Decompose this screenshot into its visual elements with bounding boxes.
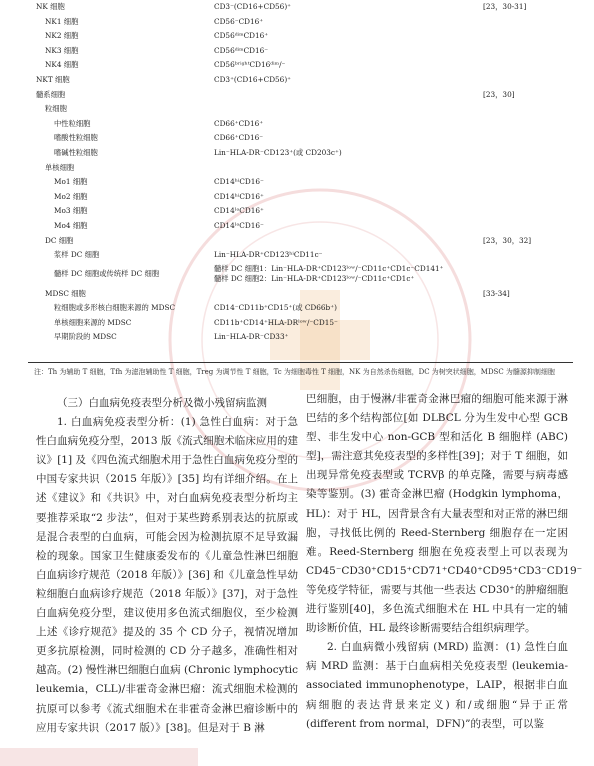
cell-marker — [214, 146, 342, 161]
cell-type: 中性粒细胞 — [54, 118, 91, 128]
marker-text: CD14ˡᵒCD16⁻ — [214, 220, 264, 230]
table-row — [28, 248, 573, 263]
table-row — [28, 234, 573, 249]
section-heading: （三）白血病免疫表型分析及微小残留病监测 — [57, 397, 267, 409]
left-column — [36, 394, 298, 738]
cell-marker — [214, 330, 288, 345]
table-row — [28, 301, 573, 316]
cell-type: NK1 细胞 — [45, 16, 79, 26]
cell-type: 早期阶段的 MDSC — [54, 332, 117, 342]
table-row — [28, 161, 573, 176]
table-row — [28, 117, 573, 132]
cell-marker — [214, 58, 285, 73]
marker-text: CD56ᵈⁱᵐCD16⁻ — [214, 45, 269, 55]
table-row — [28, 88, 573, 103]
table-row — [28, 102, 573, 117]
marker-text: CD56ᵇʳⁱᵍʰᵗCD16ᵈⁱᵐ/⁻ — [214, 60, 286, 70]
cell-type: DC 细胞 — [45, 235, 74, 245]
cell-type: NK4 细胞 — [45, 60, 79, 70]
marker-text: Lin⁻HLA-DR⁻CD123⁺(或 CD203c⁺) — [214, 147, 342, 157]
cell-marker — [214, 204, 264, 219]
immunophenotype-table — [28, 0, 573, 345]
marker-text: Lin⁻HLA-DR⁻CD33⁺ — [214, 332, 289, 342]
table-row — [28, 131, 573, 146]
cell-marker — [214, 29, 268, 44]
publisher-footer-mark — [0, 748, 198, 766]
table-row — [28, 219, 573, 234]
cell-type: 粒细胞或多形核白细胞来源的 MDSC — [54, 303, 176, 313]
marker-text: Lin⁻HLA-DR⁺CD123ʰⁱCD11c⁻ — [214, 250, 323, 260]
marker-text: CD14ʰⁱCD16⁻ — [214, 177, 264, 187]
cell-marker — [214, 73, 291, 88]
cell-marker — [214, 219, 264, 234]
table-row — [28, 44, 573, 59]
cell-type: 髓样 DC 细胞或传统样 DC 细胞 — [54, 268, 160, 278]
marker-text: CD3⁻(CD16+CD56)⁺ — [214, 2, 292, 11]
cell-type: NK2 细胞 — [45, 31, 79, 41]
marker-text: CD56ᵈⁱᵐCD16⁺ — [214, 31, 269, 41]
cell-type: 单核细胞来源的 MDSC — [54, 317, 132, 327]
table-bottom-rule — [28, 362, 573, 363]
marker-text: 髓样 DC 细胞2：Lin⁻HLA-DR⁺CD123ˡᵒʷ/⁻CD11c⁺CD1c⁺ — [214, 274, 415, 284]
cell-marker — [214, 264, 443, 285]
marker-text: 髓样 DC 细胞1：Lin⁻HLA-DR⁺CD123ˡᵒʷ/⁻CD11c⁺CD1c⁻CD141⁺ — [214, 263, 444, 273]
table-row — [28, 0, 573, 15]
marker-text: CD11b⁺CD14⁺HLA-DRˡᵒʷ/⁻CD15⁻ — [214, 317, 338, 327]
cell-marker — [214, 0, 291, 15]
cell-type: 浆样 DC 细胞 — [54, 250, 100, 260]
table-row — [28, 330, 573, 345]
cell-type: NKT 细胞 — [36, 74, 70, 84]
cell-type: MDSC 细胞 — [45, 288, 86, 298]
table-row — [28, 29, 573, 44]
table-row — [28, 15, 573, 30]
cell-marker — [214, 175, 264, 190]
table-row — [28, 146, 573, 161]
cell-type: 髓系细胞 — [36, 89, 66, 99]
table-row — [28, 175, 573, 190]
cell-reference: [23，30-31] — [483, 2, 527, 11]
cell-marker — [214, 131, 263, 146]
marker-text: CD14ʰⁱCD16⁺ — [214, 191, 264, 201]
cell-marker — [214, 44, 268, 59]
cell-marker — [214, 190, 264, 205]
cell-type: NK3 细胞 — [45, 45, 79, 55]
marker-text: CD66⁺CD16⁻ — [214, 133, 264, 143]
body-paragraph: 2. 白血病微小残留病 (MRD) 监测：(1) 急性白血病 MRD 监测：基于白血病相关免疫表型 (leukemia-associated immunophenotype，LAIP，根据非白血病细胞的表达背景来定义) 和/或细胞“异于正常 (different from normal，DFN)”的表型，可以鉴 — [306, 641, 568, 730]
cell-type: NK 细胞 — [36, 2, 65, 11]
cell-reference: [23，30] — [483, 89, 515, 99]
cell-reference: [23，30，32] — [483, 235, 532, 245]
table-row — [28, 316, 573, 331]
marker-text: CD3⁺(CD16+CD56)⁺ — [214, 74, 292, 84]
cell-type: Mo3 细胞 — [54, 206, 88, 216]
cell-type: 嗜酸性粒细胞 — [54, 133, 98, 143]
cell-type: Mo2 细胞 — [54, 191, 88, 201]
cell-marker — [214, 15, 263, 30]
table-row — [28, 263, 573, 287]
marker-text: CD56⁻CD16⁺ — [214, 16, 264, 26]
table-row — [28, 73, 573, 88]
marker-text: CD14⁻CD11b⁺CD15⁺(或 CD66b⁺) — [214, 303, 337, 313]
table-row — [28, 58, 573, 73]
cell-type: 嗜碱性粒细胞 — [54, 147, 98, 157]
right-column — [306, 390, 583, 734]
body-paragraph: 巴细胞，由于慢淋/非霍奇金淋巴瘤的细胞可能来源于淋巴结的多个结构部位[如 DLBCL 分为生发中心型 GCB 型、非生发中心 non-GCB 型和活化 B 细胞样 (ABC) 型]，需注意其免疫表型的多样性[39]；对于 T 细胞，如出现异常免疫表型或 TCRVβ 的单克隆，需要与病毒感染等鉴别。(3) 霍奇金淋巴瘤 (Hodgkin lymphoma，HL)：对于 HL，因背景含有大量表型和对正常的淋巴细胞，寻找低比例的 Reed-Sternberg 细胞存在一定困难。Reed-Sternberg 细胞在免疫表型上可以表现为 CD45⁻CD30⁺CD15⁺CD71⁺CD40⁺CD95⁺CD3⁻CD19⁻等免疫学特征，需要与其他一些表达 CD30⁺的肿瘤细胞进行鉴别[40]，多色流式细胞术在 HL 中具有一定的辅助诊断价值，HL 最终诊断需要结合组织病理学。 — [306, 393, 583, 635]
cell-marker — [214, 117, 263, 132]
cell-marker — [214, 301, 337, 316]
table-row — [28, 190, 573, 205]
body-paragraph: 1. 白血病免疫表型分析：(1) 急性白血病：对于急性白血病免疫分型，2013 版《流式细胞术临床应用的建议》[1] 及《四色流式细胞术用于急性白血病免疫分型的中国专家共识（2015 年版）》[35] 均有详细介绍。在上述《建议》和《共识》中，对白血病免疫表型分析均主要推荐采取“2 步法”，但对于某些跨系别表达的抗原或是混合表型的白血病，可能会因为检测抗原不足导致漏检的现象。国家卫生健康委发布的《儿童急性淋巴细胞白血病诊疗规范（2018 年版）》[36] 和《儿童急性早幼粒细胞白血病诊疗规范（2018 年版）》[37]，对于急性白血病免疫分型，建议使用多色流式细胞仪，至少检测上述《诊疗规范》提及的 35 个 CD 分子，视情况增加更多抗原检测，同时检测的 CD 分子越多，准确性相对越高。(2) 慢性淋巴细胞白血病 (Chronic lymphocytic leukemia，CLL)/非霍奇金淋巴瘤：流式细胞术检测的抗原可以参考《流式细胞术在非霍奇金淋巴瘤诊断中的应用专家共识（2017 版）》[38]。但是对于 B 淋 — [36, 416, 298, 734]
cell-type: 单核细胞 — [45, 162, 75, 172]
cell-marker — [214, 316, 338, 331]
table-row — [28, 204, 573, 219]
cell-type: 粒细胞 — [45, 104, 67, 114]
cell-marker — [214, 248, 323, 263]
marker-text: CD66⁺CD16⁺ — [214, 118, 264, 128]
cell-reference: [33-34] — [483, 288, 510, 298]
table-note: 注：Th 为辅助 T 细胞，Tfh 为滤泡辅助性 T 细胞，Treg 为调节性 T 细胞，Tc 为细胞毒性 T 细胞，NK 为自然杀伤细胞，DC 为树突状细胞，MDSC 为髓源抑制细胞 — [34, 368, 555, 376]
cell-type: Mo4 细胞 — [54, 220, 88, 230]
cell-type: Mo1 细胞 — [54, 177, 88, 187]
marker-text: CD14ˡᵒCD16⁺ — [214, 206, 264, 216]
table-row — [28, 287, 573, 302]
